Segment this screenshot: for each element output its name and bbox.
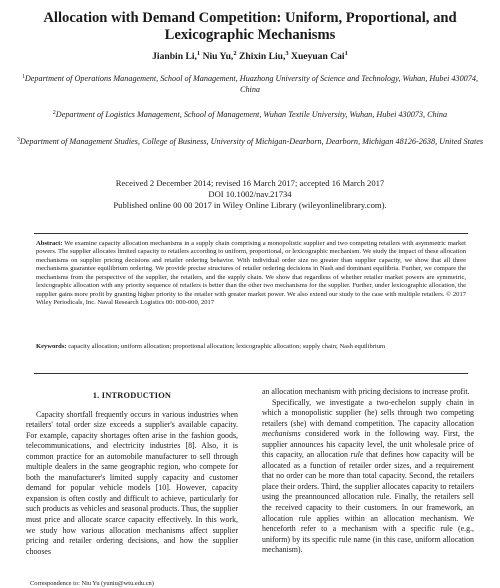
correspondence-footnote: Correspondence to: Niu Yu (yuniu@wtu.edu.cn) — [30, 580, 154, 587]
affiliation-text: Department of Management Studies, College of Business, University of Michigan-Dearborn, Dearborn, Michigan 48126-2638, United States — [19, 137, 484, 146]
published-online: Published online 00 00 2017 in Wiley Online Library (wileyonlinelibrary.com). — [113, 200, 387, 211]
author-name: Niu Yu, — [200, 51, 234, 62]
abstract-label: Abstract: — [36, 240, 63, 247]
body-paragraph: Capacity shortfall frequently occurs in various industries when retailers' total order size exceeds a supplier's available capacity. For example, capacity shortages often arise in the fashion goods, telecommunications, and electricity industries [8]. Also, it is common practice for an automobile manufacturer to sell through multiple dealers in the same geographic region, who compete for both the manufacturer's limited supply capacity and customer demand for popular vehicle models [10]. However, capacity expansion is often costly and difficult to achieve, particularly for such products as vehicles and seasonal products. Thus, the supplier must price and allocate scarce capacity effectively. In this work, we study how various allocation mechanisms affect supplier pricing and retailer ordering decisions, and how the supplier chooses — [26, 409, 238, 556]
section-heading: 1. INTRODUCTION — [92, 391, 172, 400]
affiliation — [14, 108, 486, 120]
keywords — [36, 343, 466, 352]
affiliation-mark: 3 — [16, 137, 20, 143]
affiliation-mark: 2 — [52, 110, 56, 116]
author-name: Zhixin Liu, — [236, 51, 286, 62]
author-affiliation-mark: 2 — [233, 50, 237, 57]
affiliation-text: Department of Operations Management, School of Management, Huazhong University of Science and Technology, Wuhan, Hubei 430074, China — [24, 74, 479, 94]
affiliation-text: Department of Logistics Management, School of Management, Wuhan Textile University, Wuhan, Hubei 430073, China — [55, 110, 448, 119]
body-column-left — [26, 383, 238, 557]
body-text: that defines how capacity will be allocated as a function of retailer order sizes, and a requirement that no order can be more than total capacity. Second, the retailers place their orders. Third, the supplier allocates capacity to retailers using the preannounced allocation rule. Finally, the retailers sell the received capacity to their customers. In our framework, an allocation rule applies within an allocation mechanism. We henceforth refer to a mechanism with a specific rule (e.g., uniform) by its specific rule name (in this case, uniform allocation mechanism). — [262, 450, 474, 555]
body-text: considered work in the following way. First, the supplier announces his capacity level, the unit wholesale price of this capacity, an allocation — [262, 429, 474, 460]
divider — [34, 373, 468, 374]
abstract-text: We examine capacity allocation mechanisms in a supply chain comprising a monopolistic supplier and two competing retailers with asymmetric market powers. The supplier allocates limited capacity to retailers according to uniform, proportional, or lexicographic mechanism. We study the impact of these allocation mechanisms on supplier pricing decisions and retailer ordering behavior. With individual order size no greater than supplier capacity, we show that all three mechanisms guarantee equilibrium ordering. We provide precise structures of retailer ordering decisions in Nash and dominant equilibria. Further, we compare the mechanisms from the perspective of the supplier, the retailers, and the supply chain. We show that regardless of whether retailer market powers are symmetric, lexicographic allocation with any priority sequence of retailers is better than the other two mechanisms for the supplier. Further, under lexicographic allocation, the supplier gains more profit by granting higher priority to the retailer with greater market power. We also extend our study to the case with multiple retailers. © 2017 Wiley Periodicals, Inc. Naval Research Logistics 00: 000-000, 2017 — [36, 240, 466, 307]
author-name: Xueyuan Cai — [288, 51, 345, 62]
emphasis-text: rule — [350, 450, 364, 460]
body-text: Specifically, we investigate a two-echelon supply chain in which a monopolistic supplier (he) sells through two competing retailers (she) with demand competition. The capacity allocation — [262, 397, 474, 428]
abstract — [36, 240, 466, 308]
affiliation — [14, 72, 486, 95]
keywords-text: capacity allocation; uniform allocation; proportional allocation; lexicographic allocation; supply chain; Nash equilibrium — [68, 343, 386, 350]
keywords-label: Keywords: — [36, 343, 67, 350]
publication-dates — [20, 178, 480, 212]
affiliation — [14, 135, 486, 147]
body-column-right — [262, 387, 474, 556]
paper-title: Allocation with Demand Competition: Uniform, Proportional, and Lexicographic Mechanisms — [43, 10, 457, 43]
body-paragraph: an allocation mechanism with pricing decisions to increase profit. — [262, 387, 470, 396]
emphasis-text: mechanisms — [262, 429, 301, 439]
author-affiliation-mark: 1 — [196, 50, 201, 57]
author-affiliation-mark: 3 — [285, 50, 289, 57]
author-affiliation-mark: 1 — [344, 50, 348, 57]
received-dates: Received 2 December 2014; revised 16 March 2017; accepted 16 March 2017 — [115, 178, 385, 188]
body-paragraph — [262, 398, 474, 556]
author-list — [20, 48, 480, 63]
affiliation-mark: 1 — [21, 74, 25, 80]
divider — [34, 233, 468, 234]
doi-link[interactable]: DOI 10.1002/nav.21734 — [208, 189, 292, 200]
author-name: Jianbin Li, — [152, 51, 197, 62]
